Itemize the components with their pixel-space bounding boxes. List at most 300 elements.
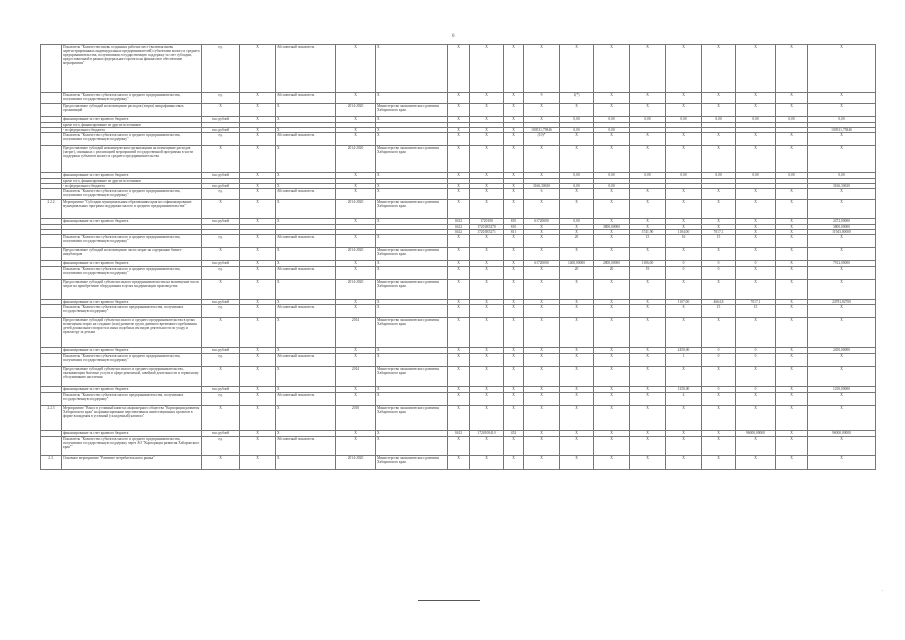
table-cell: X <box>524 230 560 235</box>
table-cell: X <box>808 146 876 173</box>
table-row <box>41 280 876 300</box>
table-cell: X <box>736 93 776 104</box>
table-cell: 2014-2020 <box>336 280 376 300</box>
table-cell: X <box>448 280 470 300</box>
table-cell: X <box>560 318 594 348</box>
table-cell: X <box>504 437 524 456</box>
table-cell: X <box>560 200 594 219</box>
table-cell: Основное мероприятие "Развитие потребительского рынка" <box>62 456 202 470</box>
table-cell: тыс.рублей <box>202 431 240 437</box>
table-cell: X <box>524 348 560 354</box>
table-cell: Абсолютный показатель <box>276 189 336 200</box>
table-cell: X <box>202 280 240 300</box>
table-cell: X <box>702 219 736 225</box>
table-cell: X <box>240 267 276 280</box>
table-cell: X <box>594 146 630 173</box>
table-cell: X <box>240 305 276 318</box>
table-cell: X <box>702 45 736 93</box>
table-cell: X <box>594 248 630 261</box>
table-cell: 17201R5270 <box>470 225 504 230</box>
table-cell: 20 <box>560 267 594 280</box>
table-cell: X <box>560 248 594 261</box>
table-cell: тыс.рублей <box>202 387 240 393</box>
table-cell: X <box>240 393 276 406</box>
table-cell: 1250,00000 <box>808 387 876 393</box>
table-cell: ед. <box>202 235 240 248</box>
table-cell: X <box>240 184 276 189</box>
table-cell: X <box>524 225 560 230</box>
table-cell: X <box>448 45 470 93</box>
table-cell: X <box>666 133 702 146</box>
table-cell: Абсолютный показатель <box>276 133 336 146</box>
table-cell: X <box>276 184 336 189</box>
table-cell: X <box>448 235 470 248</box>
table-cell: X <box>630 200 666 219</box>
table-cell: X <box>504 235 524 248</box>
table-cell: X <box>448 318 470 348</box>
table-cell: X <box>504 189 524 200</box>
table-cell: 0 <box>736 348 776 354</box>
table-cell: 11943,00000 <box>808 230 876 235</box>
table-cell: X <box>594 387 630 393</box>
table-cell: X <box>808 133 876 146</box>
table-cell: X <box>470 117 504 123</box>
table-cell: X <box>776 305 808 318</box>
table-cell: X <box>470 189 504 200</box>
table-cell: X <box>504 305 524 318</box>
table-cell: X <box>276 387 336 393</box>
table-cell: Показатель "Количество субъектов малого и среднего предпринимательства, получивших государственную поддержку через АО "Корпорация развития Хабаровского края"" <box>62 437 202 456</box>
table-cell: X <box>594 354 630 367</box>
table-cell <box>41 133 62 146</box>
table-cell: X <box>630 305 666 318</box>
table-cell: X <box>376 431 448 437</box>
table-cell: X <box>702 431 736 437</box>
table-cell: X <box>736 456 776 470</box>
table-cell <box>41 146 62 173</box>
table-cell: 15 <box>702 305 736 318</box>
table-cell: X <box>504 367 524 387</box>
table-cell: X <box>524 367 560 387</box>
table-cell: X <box>524 248 560 261</box>
table-cell: ед. <box>202 133 240 146</box>
table-cell: X <box>504 128 524 133</box>
table-row <box>41 104 876 117</box>
table-cell <box>41 393 62 406</box>
table-cell: X <box>240 146 276 173</box>
table-cell: X <box>376 305 448 318</box>
table-cell: X <box>736 225 776 230</box>
table-cell: 61720000 <box>524 219 560 225</box>
table-cell: 0,00 <box>776 117 808 123</box>
table-cell: X <box>448 128 470 133</box>
table-cell: X <box>776 300 808 305</box>
table-cell: 16 <box>666 235 702 248</box>
table-cell: X <box>470 45 504 93</box>
table-cell: X <box>776 318 808 348</box>
table-cell: X <box>736 133 776 146</box>
table-cell: X <box>736 393 776 406</box>
table-cell: X <box>594 406 630 431</box>
table-cell: X <box>470 354 504 367</box>
table-cell: X <box>630 133 666 146</box>
table-cell: 4 <box>666 393 702 406</box>
table-cell: 0,00 <box>560 219 594 225</box>
table-cell: X <box>276 104 336 117</box>
table-cell: 0,00 <box>702 117 736 123</box>
table-cell: X <box>240 431 276 437</box>
table-cell: X <box>594 305 630 318</box>
table-cell: X <box>504 318 524 348</box>
table-cell: X <box>776 393 808 406</box>
table-cell: Абсолютный показатель <box>276 45 336 93</box>
table-cell: X <box>524 354 560 367</box>
table-cell <box>41 354 62 367</box>
table-cell: 15 <box>702 235 736 248</box>
table-cell: X <box>448 406 470 431</box>
table-cell: X <box>736 235 776 248</box>
table-cell: X <box>470 348 504 354</box>
table-cell: X <box>376 173 448 179</box>
table-cell: - из федерального бюджета <box>62 128 202 133</box>
table-row <box>41 305 876 318</box>
table-cell: Предоставление субсидий на возмещение части затрат на содержание бизнес-инкубаторов <box>62 248 202 261</box>
table-cell: 0412 <box>448 225 470 230</box>
table-cell: X <box>470 267 504 280</box>
table-cell: 0,00 <box>560 128 594 133</box>
table-cell: X <box>504 267 524 280</box>
table-cell: 0 <box>736 354 776 367</box>
table-cell: 3800,00000 <box>594 225 630 230</box>
table-cell: X <box>470 133 504 146</box>
table-cell: X <box>504 104 524 117</box>
table-cell: Министерство экономического развития Хабаровского края <box>376 318 448 348</box>
table-cell: X <box>776 280 808 300</box>
table-cell: X <box>276 173 336 179</box>
table-cell: X <box>524 173 560 179</box>
table-cell: X <box>336 437 376 456</box>
table-cell: X <box>776 431 808 437</box>
table-cell: X <box>594 393 630 406</box>
table-cell: X <box>702 393 736 406</box>
table-cell: 1250,00 <box>666 387 702 393</box>
table-cell: ед. <box>202 393 240 406</box>
table-cell: X <box>470 235 504 248</box>
table-cell: X <box>240 367 276 387</box>
table-cell: 2450,00000 <box>808 348 876 354</box>
table-cell: X <box>504 133 524 146</box>
table-cell: X <box>240 117 276 123</box>
table-cell: X <box>630 367 666 387</box>
table-row <box>41 354 876 367</box>
table-cell: финансирование за счет краевого бюджета <box>62 173 202 179</box>
table-cell: 0,00 <box>808 173 876 179</box>
table-cell <box>41 45 62 93</box>
table-cell: тыс.рублей <box>202 117 240 123</box>
table-cell: X <box>240 280 276 300</box>
table-cell: 17201R5271 <box>470 230 504 235</box>
table-cell: 0,00 <box>702 173 736 179</box>
table-cell: X <box>666 318 702 348</box>
table-cell: X <box>336 393 376 406</box>
table-cell: 15 <box>736 305 776 318</box>
table-cell: X <box>504 354 524 367</box>
table-cell: X <box>524 45 560 93</box>
table-cell: X <box>240 300 276 305</box>
table-cell: X <box>808 93 876 104</box>
table-cell: X <box>376 267 448 280</box>
table-cell: X <box>666 93 702 104</box>
table-cell: X <box>776 93 808 104</box>
table-row <box>41 318 876 348</box>
table-cell: 24781,82700 <box>808 300 876 305</box>
table-cell: X <box>630 45 666 93</box>
table-cell: X <box>448 456 470 470</box>
table-cell: X <box>808 189 876 200</box>
table-cell: X <box>630 406 666 431</box>
table-cell: X <box>702 225 736 230</box>
table-cell: 0,00 <box>776 173 808 179</box>
table-cell: тыс.рублей <box>202 184 240 189</box>
table-cell: X <box>470 104 504 117</box>
table-cell: X <box>594 437 630 456</box>
table-cell: X <box>470 305 504 318</box>
table-cell: 4664,8 <box>702 300 736 305</box>
table-cell: X <box>776 133 808 146</box>
table-row <box>41 248 876 261</box>
table-cell: X <box>276 117 336 123</box>
table-cell: Предоставление субсидий некоммерческим организациям на возмещение расходов (затрат), связанных с реализацией мероприятий государственной программы в части поддержки субъектов малого и среднего предпринимательства <box>62 146 202 173</box>
table-cell: X <box>504 173 524 179</box>
table-cell: X <box>776 104 808 117</box>
table-cell: тыс.рублей <box>202 261 240 267</box>
table-cell: X <box>594 93 630 104</box>
table-cell: X <box>594 219 630 225</box>
table-cell: X <box>702 189 736 200</box>
table-cell: X <box>630 393 666 406</box>
table-cell: X <box>470 318 504 348</box>
table-cell: X <box>376 300 448 305</box>
table-cell: X <box>776 230 808 235</box>
table-cell: X <box>376 393 448 406</box>
table-cell: X <box>240 387 276 393</box>
table-cell: X <box>776 200 808 219</box>
table-cell: X <box>470 261 504 267</box>
table-cell: X <box>504 300 524 305</box>
table-cell: 0 <box>702 348 736 354</box>
table-cell: X <box>276 318 336 348</box>
table-cell: 3800,00000 <box>808 225 876 230</box>
table-cell: 1 <box>666 354 702 367</box>
table-cell: X <box>594 300 630 305</box>
table-cell: X <box>202 200 240 219</box>
table-cell: X <box>470 93 504 104</box>
table-cell: Показатель "Количество субъектов малого предпринимательства, получивших государственную поддержку" <box>62 305 202 318</box>
table-cell: X <box>630 300 666 305</box>
table-cell: X <box>336 267 376 280</box>
table-row <box>41 456 876 470</box>
table-cell: X <box>776 45 808 93</box>
table-cell <box>41 367 62 387</box>
table-cell: X <box>470 437 504 456</box>
table-cell: X <box>240 235 276 248</box>
table-cell: X <box>448 93 470 104</box>
table-cell: X <box>594 348 630 354</box>
table-cell: X <box>776 406 808 431</box>
table-cell: Показатель "Количество субъектов малого и среднего предпринимательства, получивших государственную поддержку" <box>62 267 202 280</box>
table-cell: X <box>630 248 666 261</box>
table-cell: X <box>504 93 524 104</box>
table-cell <box>41 189 62 200</box>
table-cell: тыс.рублей <box>202 300 240 305</box>
table-cell: кроме того, финансирование из других источников <box>62 123 202 128</box>
table-cell: X <box>376 133 448 146</box>
table-cell: X <box>448 146 470 173</box>
table-cell: Абсолютный показатель <box>276 437 336 456</box>
table-cell: 2014-2020 <box>336 104 376 117</box>
table-cell: X <box>808 393 876 406</box>
table-cell: X <box>524 300 560 305</box>
table-cell: 2014-2020 <box>336 200 376 219</box>
table-cell: X <box>504 200 524 219</box>
table-cell: X <box>666 406 702 431</box>
table-cell: X <box>666 456 702 470</box>
table-cell: X <box>736 104 776 117</box>
table-cell: X <box>376 128 448 133</box>
table-cell: X <box>524 146 560 173</box>
table-cell: X <box>630 189 666 200</box>
table-cell: X <box>776 348 808 354</box>
table-cell <box>41 248 62 261</box>
table-cell: X <box>776 219 808 225</box>
table-cell: X <box>594 189 630 200</box>
table-cell: X <box>524 117 560 123</box>
table-cell: X <box>336 219 376 225</box>
table-cell: 2800,00000 <box>594 261 630 267</box>
table-cell: X <box>240 93 276 104</box>
table-cell: 1184,00 <box>666 230 702 235</box>
table-cell: X <box>666 146 702 173</box>
table-cell: X <box>504 117 524 123</box>
table-cell: 2.2.2 <box>41 200 62 219</box>
table-cell: X <box>504 406 524 431</box>
table-cell: X <box>240 348 276 354</box>
table-cell: 810 <box>504 219 524 225</box>
table-cell: X <box>702 280 736 300</box>
table-cell: X <box>376 45 448 93</box>
table-cell: X <box>560 393 594 406</box>
table-cell: X <box>808 437 876 456</box>
table-cell: X <box>560 230 594 235</box>
table-cell: 1186,00 <box>630 261 666 267</box>
table-cell: X <box>276 431 336 437</box>
table-cell: 0412 <box>448 431 470 437</box>
table-cell: X <box>524 235 560 248</box>
table-cell: X <box>560 146 594 173</box>
table-cell: 2014 <box>336 318 376 348</box>
table-cell: финансирование за счет краевого бюджета <box>62 261 202 267</box>
table-cell: 1107,00 <box>666 300 702 305</box>
table-cell: X <box>808 235 876 248</box>
table-cell: 96000,00000 <box>736 431 776 437</box>
table-cell: X <box>702 200 736 219</box>
table-cell: X <box>776 189 808 200</box>
table-cell: X <box>630 146 666 173</box>
table-cell: X <box>560 456 594 470</box>
table-cell: X <box>736 280 776 300</box>
table-cell: X <box>524 200 560 219</box>
table-cell: X <box>702 146 736 173</box>
table-cell: X <box>376 354 448 367</box>
table-cell: ед. <box>202 93 240 104</box>
table-cell: X <box>808 367 876 387</box>
table-cell: X <box>240 354 276 367</box>
table-cell: X <box>276 348 336 354</box>
table-cell: X <box>376 117 448 123</box>
edge-mark: . <box>882 588 884 593</box>
table-cell: X <box>276 280 336 300</box>
table-cell: 0 <box>736 261 776 267</box>
table-cell: X <box>666 104 702 117</box>
table-cell: X <box>376 93 448 104</box>
table-cell: X <box>702 437 736 456</box>
table-cell <box>41 305 62 318</box>
table-cell: 61720000 <box>524 261 560 267</box>
table-cell: Министерство экономического развития Хабаровского края <box>376 456 448 470</box>
table-cell: 20 <box>560 235 594 248</box>
program-table <box>40 44 876 470</box>
table-cell: X <box>560 431 594 437</box>
table-cell: 0,00 <box>594 173 630 179</box>
table-row <box>41 200 876 219</box>
table-cell: Показатель "Количество субъектов малого и среднего предпринимательства, получивших государственную поддержку" <box>62 235 202 248</box>
table-cell: X <box>776 248 808 261</box>
table-cell: 1720100410 <box>470 431 504 437</box>
table-cell: X <box>240 104 276 117</box>
table-cell: X <box>448 189 470 200</box>
table-cell: 0 <box>702 354 736 367</box>
table-cell: X <box>470 406 504 431</box>
table-cell: X <box>470 146 504 173</box>
table-cell: ед. <box>202 437 240 456</box>
table-cell: X <box>560 387 594 393</box>
table-cell: финансирование за счет краевого бюджета <box>62 219 202 225</box>
table-cell: X <box>376 235 448 248</box>
table-cell: Предоставление субсидий субъектам малого и среднего предпринимательства в целях возмещения затрат на создание (или) развитие групп дневного временного пребывания детей дошкольного возраста и иных подобных им видов деятельности по уходу и присмотру за детьми <box>62 318 202 348</box>
table-cell: 0412 <box>448 219 470 225</box>
table-cell: X <box>702 248 736 261</box>
table-row <box>41 45 876 93</box>
table-cell: X <box>808 267 876 280</box>
table-cell: X <box>504 261 524 267</box>
table-cell: X <box>630 104 666 117</box>
table-cell: X <box>594 318 630 348</box>
table-cell: X <box>630 280 666 300</box>
table-cell: X <box>594 200 630 219</box>
table-cell: X <box>448 267 470 280</box>
table-cell: финансирование за счет краевого бюджета <box>62 431 202 437</box>
table-cell: 7912,00000 <box>808 261 876 267</box>
table-cell: X <box>336 133 376 146</box>
table-cell: 0,00 <box>736 173 776 179</box>
table-cell: 100531,75846 <box>524 128 560 133</box>
table-cell: X <box>666 431 702 437</box>
table-cell: ед. <box>202 45 240 93</box>
table-cell: X <box>448 248 470 261</box>
table-cell: X <box>504 248 524 261</box>
table-cell: X <box>376 348 448 354</box>
table-cell: Мероприятие "Взнос в уставный капитал акционерного общества "Корпорация развития Хабаровского края" на финансирование перспективных инвестиционных проектов в форме вхождения в уставный (складочный) капитал" <box>62 406 202 431</box>
